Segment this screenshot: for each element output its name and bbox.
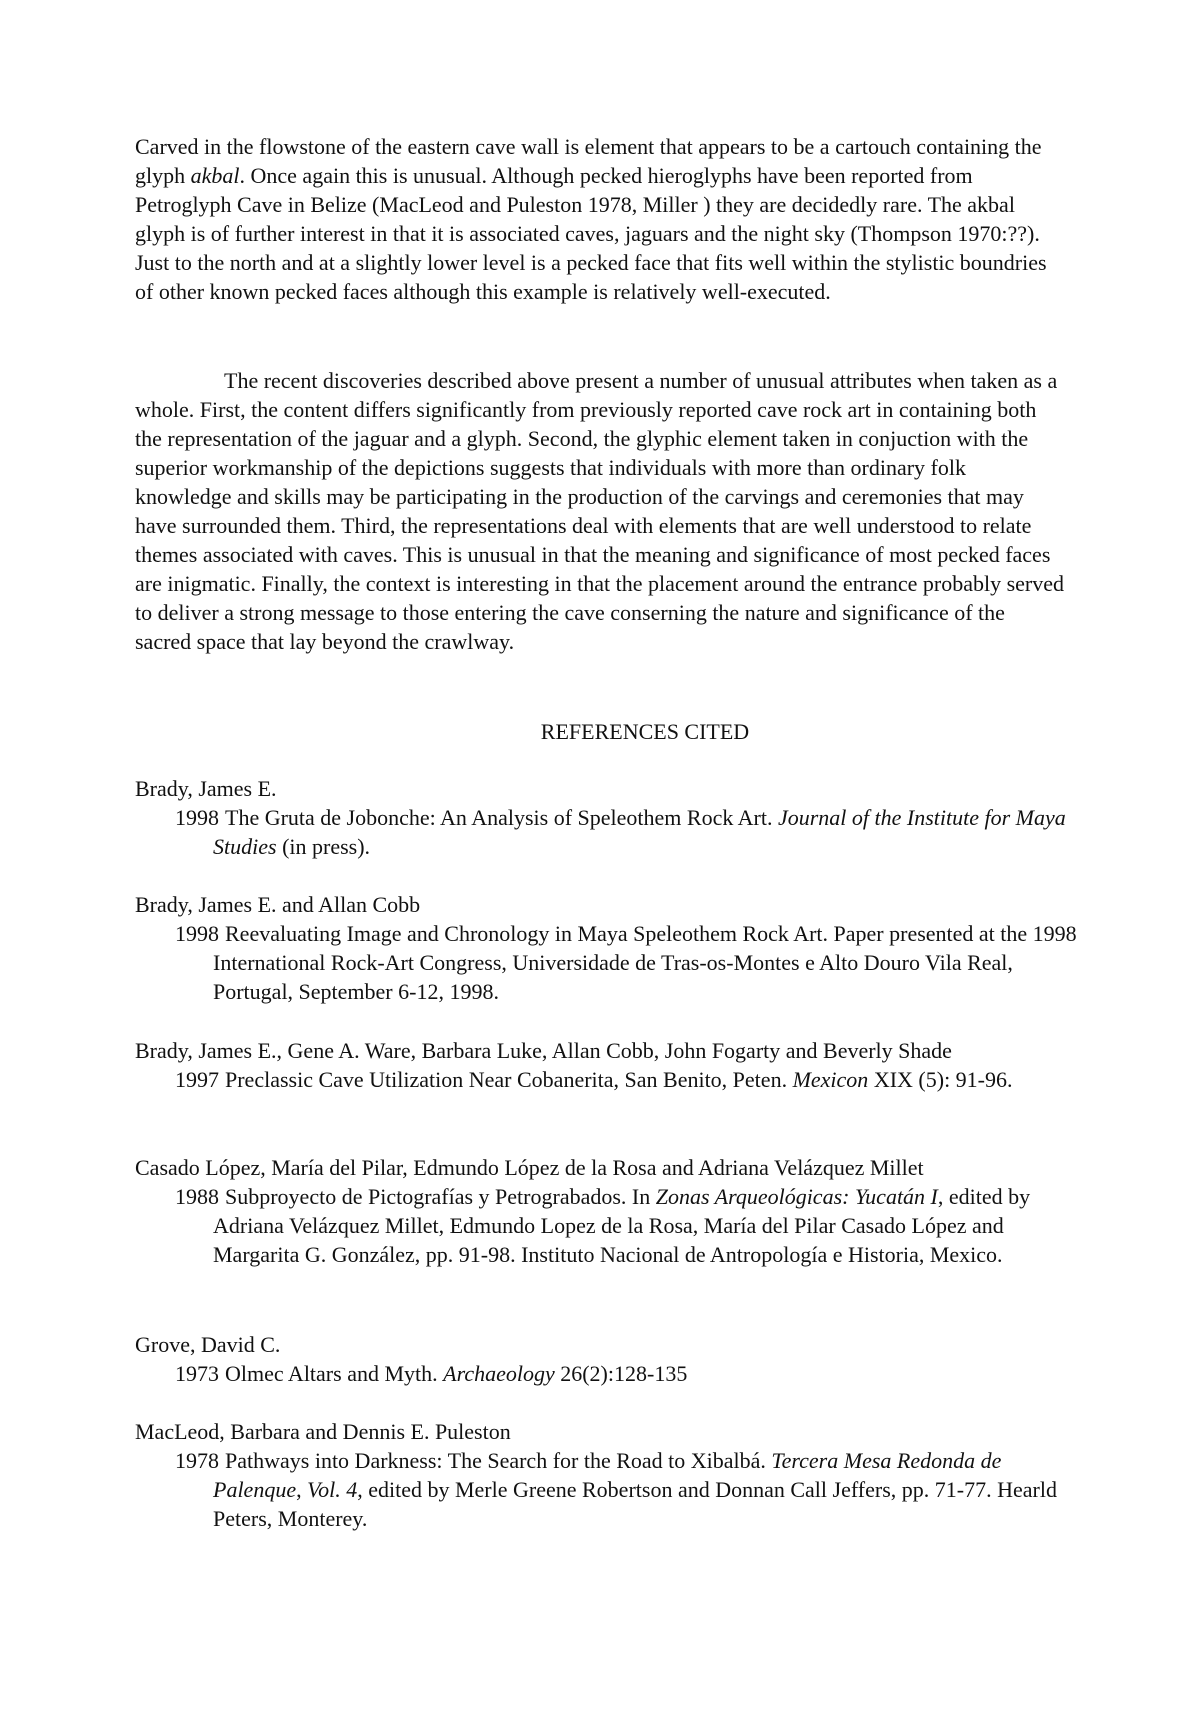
reference-author: Grove, David C. (135, 1332, 281, 1357)
reference-book-title: Zonas Arqueológicas: Yucatán I (655, 1184, 938, 1209)
reference-journal: Journal of the Institute for Maya Studies (213, 805, 1066, 859)
reference-text: , (296, 1477, 308, 1502)
reference-text: Pathways into Darkness: The Search for the Road to Xibalbá. (225, 1448, 772, 1473)
reference-citation (175, 1182, 1095, 1269)
reference-text: XIX (5): 91-96. (868, 1067, 1013, 1092)
reference-citation (175, 803, 1095, 861)
p1-italic-akbal: akbal (190, 163, 240, 188)
reference-text: Olmec Altars and Myth. (225, 1361, 444, 1386)
reference-citation (175, 1359, 1095, 1388)
references-heading: REFERENCES CITED (540, 719, 750, 744)
reference-book-title: Tercera Mesa Redonda de Palenque (213, 1448, 1002, 1502)
reference-entry (135, 774, 1095, 861)
reference-journal: Archaeology (443, 1361, 555, 1386)
reference-citation (175, 919, 1095, 1006)
reference-entry (135, 1153, 1095, 1269)
reference-author: Casado López, María del Pilar, Edmundo López de la Rosa and Adriana Velázquez Millet (135, 1155, 924, 1180)
reference-text: (in press). (276, 834, 371, 859)
reference-entry (135, 1036, 1095, 1094)
reference-text: The Gruta de Jobonche: An Analysis of Speleothem Rock Art. (225, 805, 778, 830)
reference-text: , edited by Adriana Velázquez Millet, Edmundo Lopez de la Rosa, María del Pilar Casado López and Margarita G. González, pp. 91-98. Instituto Nacional de Antropología e Historia, Mexico. (213, 1184, 1031, 1267)
body-paragraph-2: The recent discoveries described above present a number of unusual attributes when taken as a whole. First, the content differs significantly from previously reported cave rock art in containing both the representation of the jaguar and a glyph. Second, the glyphic element taken in conjuction with the superior workmanship of the depictions suggests that individuals with more than ordinary folk knowledge and skills may be participating in the production of the carvings and ceremonies that may have surrounded them. Third, the representations deal with elements that are well understood to relate themes associated with caves. This is unusual in that the meaning and significance of most pecked faces are inigmatic. Finally, the context is interesting in that the placement around the entrance probably served to deliver a strong message to those entering the cave conserning the nature and significance of the sacred space that lay beyond the crawlway. (135, 368, 1064, 654)
reference-entry (135, 1417, 1095, 1533)
reference-author: MacLeod, Barbara and Dennis E. Puleston (135, 1419, 511, 1444)
reference-journal: Mexicon (792, 1067, 869, 1092)
reference-volume: Vol. 4 (307, 1477, 358, 1502)
p1-text-a: Carved in the flowstone of the eastern cave wall is element that appears to be a cartouch containing the glyph (135, 134, 1042, 188)
reference-year: 1998 (175, 805, 219, 830)
body-paragraph-1 (135, 132, 1055, 306)
reference-year: 1973 (175, 1361, 219, 1386)
reference-text: Preclassic Cave Utilization Near Cobanerita, San Benito, Peten. (225, 1067, 793, 1092)
reference-text: Reevaluating Image and Chronology in Maya Speleothem Rock Art. Paper presented at the 1998 International Rock-Art Congress, Universidade de Tras-os-Montes e Alto Douro Vila Real, Portugal, September 6-12, 1998. (213, 921, 1077, 1004)
reference-year: 1988 (175, 1184, 219, 1209)
reference-text: 26(2):128-135 (554, 1361, 688, 1386)
p1-text-b: . Once again this is unusual. Although pecked hieroglyphs have been reported from Petroglyph Cave in Belize (MacLeod and Puleston 1978, Miller ) they are decidedly rare. The akbal glyph is of further interest in that it is associated caves, jaguars and the night sky (Thompson 1970:??). Just to the north and at a slightly lower level is a pecked face that fits well within the stylistic boundries of other known pecked faces although this example is relatively well-executed. (135, 163, 1047, 304)
reference-entry (135, 1330, 1095, 1388)
reference-year: 1997 (175, 1067, 219, 1092)
reference-entry (135, 890, 1095, 1006)
reference-year: 1978 (175, 1448, 219, 1473)
reference-citation (175, 1446, 1095, 1533)
reference-citation (175, 1065, 1095, 1094)
reference-author: Brady, James E., Gene A. Ware, Barbara Luke, Allan Cobb, John Fogarty and Beverly Shade (135, 1038, 952, 1063)
reference-text: , edited by Merle Greene Robertson and Donnan Call Jeffers, pp. 71-77. Hearld Peters, Monterey. (213, 1477, 1057, 1531)
reference-author: Brady, James E. and Allan Cobb (135, 892, 421, 917)
reference-author: Brady, James E. (135, 776, 277, 801)
reference-text: Subproyecto de Pictografías y Petrograbados. In (225, 1184, 656, 1209)
reference-year: 1998 (175, 921, 219, 946)
